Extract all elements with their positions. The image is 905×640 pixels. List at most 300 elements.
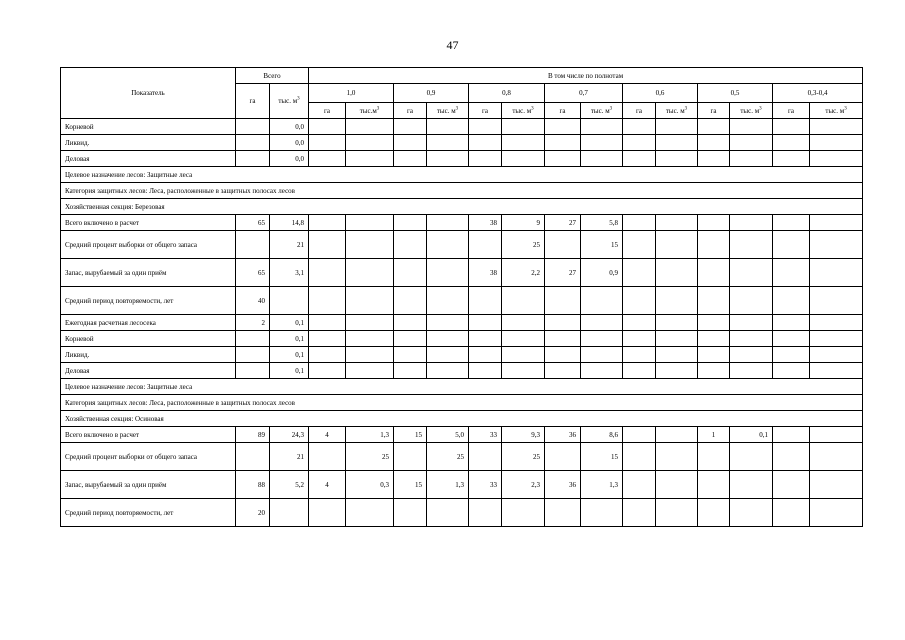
table-cell [773, 331, 810, 347]
table-cell [698, 443, 730, 471]
table-cell [581, 363, 623, 379]
table-cell [773, 443, 810, 471]
row-label: Средний период повторяемости, лет [61, 287, 236, 315]
header-density-ha: га [698, 103, 730, 119]
table-cell: 15 [394, 427, 427, 443]
header-density: 0,7 [545, 84, 623, 103]
table-cell [427, 315, 469, 331]
table-cell [656, 151, 698, 167]
table-cell: 38 [469, 215, 502, 231]
table-cell [810, 151, 863, 167]
table-cell [545, 119, 581, 135]
table-cell [545, 231, 581, 259]
table-cell [502, 363, 545, 379]
section-title: Целевое назначение лесов: Защитные леса [61, 379, 863, 395]
table-cell: 21 [270, 231, 309, 259]
unit-text: тыс. м [590, 106, 610, 115]
row-label: Средний период повторяемости, лет [61, 499, 236, 527]
table-cell [810, 427, 863, 443]
table-cell: 1 [698, 427, 730, 443]
table-cell [394, 231, 427, 259]
unit-superscript: 3 [844, 106, 847, 112]
table-cell [545, 287, 581, 315]
table-cell [810, 471, 863, 499]
table-cell [730, 363, 773, 379]
table-cell [309, 443, 346, 471]
table-cell [427, 215, 469, 231]
row-label: Всего включено в расчет [61, 215, 236, 231]
table-cell [309, 331, 346, 347]
table-cell [394, 347, 427, 363]
table-cell [346, 363, 394, 379]
table-cell: 4 [309, 471, 346, 499]
table-cell [346, 231, 394, 259]
table-cell [469, 151, 502, 167]
table-cell [394, 151, 427, 167]
table-cell [773, 259, 810, 287]
table-cell [773, 119, 810, 135]
table-cell [346, 347, 394, 363]
table-cell [730, 231, 773, 259]
header-density-ha: га [394, 103, 427, 119]
section-row [61, 183, 863, 199]
row-label: Корневой [61, 119, 236, 135]
header-density-volume [810, 103, 863, 119]
table-cell [623, 287, 656, 315]
table-cell: 0,1 [270, 363, 309, 379]
table-cell [394, 443, 427, 471]
table-cell [656, 499, 698, 527]
table-cell: 65 [236, 215, 270, 231]
table-cell [502, 347, 545, 363]
table-cell [581, 119, 623, 135]
header-density-ha: га [545, 103, 581, 119]
section-row [61, 167, 863, 183]
table-cell [502, 119, 545, 135]
header-row-1 [61, 68, 863, 84]
table-cell [545, 135, 581, 151]
table-cell [698, 499, 730, 527]
table-cell: 1,3 [581, 471, 623, 499]
table-cell [309, 363, 346, 379]
table-cell: 5,8 [581, 215, 623, 231]
header-total: Всего [236, 68, 309, 84]
table-cell [810, 259, 863, 287]
table-row [61, 135, 863, 151]
table-cell: 15 [581, 443, 623, 471]
table-cell: 1,3 [427, 471, 469, 499]
table-cell [810, 315, 863, 331]
table-cell [309, 119, 346, 135]
row-label: Деловая [61, 151, 236, 167]
table-cell [656, 287, 698, 315]
table-cell [656, 231, 698, 259]
table-cell [730, 331, 773, 347]
table-cell [698, 231, 730, 259]
section-title: Категория защитных лесов: Леса, расположенные в защитных полосах лесов [61, 183, 863, 199]
header-total-volume [270, 84, 309, 119]
table-cell [469, 443, 502, 471]
table-row [61, 471, 863, 499]
table-cell [810, 363, 863, 379]
cutting-calculation-table [60, 67, 863, 527]
table-cell: 9 [502, 215, 545, 231]
table-cell [236, 363, 270, 379]
unit-superscript: 3 [684, 106, 688, 112]
table-cell: 0,0 [270, 135, 309, 151]
table-cell [773, 427, 810, 443]
table-cell [309, 215, 346, 231]
table-cell [698, 471, 730, 499]
table-cell [698, 347, 730, 363]
table-cell [427, 151, 469, 167]
unit-superscript: 3 [531, 106, 534, 112]
table-cell [502, 151, 545, 167]
table-cell [236, 331, 270, 347]
table-cell: 14,8 [270, 215, 309, 231]
table-cell [623, 363, 656, 379]
header-density-ha: га [623, 103, 656, 119]
table-cell [730, 259, 773, 287]
table-cell [270, 287, 309, 315]
table-cell [623, 331, 656, 347]
table-cell [730, 471, 773, 499]
table-cell [236, 443, 270, 471]
table-cell [236, 231, 270, 259]
table-cell [656, 443, 698, 471]
table-cell [730, 287, 773, 315]
table-cell [346, 119, 394, 135]
table-cell [427, 499, 469, 527]
table-cell [773, 135, 810, 151]
section-row [61, 199, 863, 215]
table-cell [427, 347, 469, 363]
table-cell: 65 [236, 259, 270, 287]
table-cell [773, 287, 810, 315]
unit-superscript: 3 [455, 106, 459, 112]
table-cell [469, 119, 502, 135]
table-body [61, 68, 863, 527]
table-cell [309, 315, 346, 331]
table-cell [656, 363, 698, 379]
table-cell: 0,1 [270, 331, 309, 347]
table-cell [730, 347, 773, 363]
table-cell [698, 331, 730, 347]
section-row [61, 395, 863, 411]
table-cell [623, 499, 656, 527]
table-cell: 8,6 [581, 427, 623, 443]
table-cell [309, 151, 346, 167]
table-cell: 40 [236, 287, 270, 315]
unit-text: тыс. м [436, 106, 456, 115]
header-total-ha: га [236, 84, 270, 119]
table-cell [346, 315, 394, 331]
header-density: 0,3-0,4 [773, 84, 863, 103]
table-row [61, 259, 863, 287]
table-row [61, 231, 863, 259]
section-row [61, 379, 863, 395]
table-cell [656, 259, 698, 287]
table-cell [623, 427, 656, 443]
table-row [61, 363, 863, 379]
table-cell: 33 [469, 471, 502, 499]
table-row [61, 347, 863, 363]
table-cell: 0,0 [270, 151, 309, 167]
row-label: Корневой [61, 331, 236, 347]
table-cell [810, 135, 863, 151]
header-density-ha: га [309, 103, 346, 119]
table-cell [502, 135, 545, 151]
table-cell [773, 347, 810, 363]
header-density: 0,6 [623, 84, 698, 103]
row-label: Запас, вырубаемый за один приём [61, 471, 236, 499]
table-cell [581, 315, 623, 331]
table-cell [623, 471, 656, 499]
row-label: Средний процент выборки от общего запаса [61, 443, 236, 471]
table-cell [581, 151, 623, 167]
table-cell [346, 215, 394, 231]
table-cell: 5,2 [270, 471, 309, 499]
table-cell [656, 215, 698, 231]
table-cell [427, 363, 469, 379]
table-cell: 36 [545, 427, 581, 443]
table-cell [469, 287, 502, 315]
table-cell: 2,2 [502, 259, 545, 287]
unit-text: тыс. м [278, 97, 298, 105]
table-cell [545, 443, 581, 471]
row-label: Всего включено в расчет [61, 427, 236, 443]
table-cell: 1,3 [346, 427, 394, 443]
table-cell [309, 347, 346, 363]
table-cell: 0,1 [730, 427, 773, 443]
table-cell: 24,3 [270, 427, 309, 443]
section-row [61, 411, 863, 427]
unit-text: тыс. м [512, 106, 532, 115]
table-cell [581, 347, 623, 363]
table-row [61, 119, 863, 135]
table-cell [623, 151, 656, 167]
table-cell: 0,0 [270, 119, 309, 135]
table-cell: 9,3 [502, 427, 545, 443]
table-cell [656, 427, 698, 443]
table-cell: 0,3 [346, 471, 394, 499]
table-cell [469, 231, 502, 259]
table-cell: 27 [545, 215, 581, 231]
section-title: Хозяйственная секция: Березовая [61, 199, 863, 215]
table-cell [698, 151, 730, 167]
table-cell [730, 151, 773, 167]
table-row [61, 443, 863, 471]
table-cell [773, 315, 810, 331]
table-cell [773, 499, 810, 527]
table-cell [773, 231, 810, 259]
table-cell: 0,1 [270, 315, 309, 331]
table-cell [502, 331, 545, 347]
table-cell [810, 119, 863, 135]
table-row [61, 315, 863, 331]
table-cell [427, 259, 469, 287]
unit-text: тыс. м [665, 106, 685, 115]
row-label: Ликвид. [61, 135, 236, 151]
table-cell [656, 471, 698, 499]
table-cell [394, 287, 427, 315]
table-cell: 5,0 [427, 427, 469, 443]
table-cell [698, 259, 730, 287]
unit-text: тыс. м [740, 106, 760, 115]
header-density: 0,8 [469, 84, 545, 103]
header-indicator: Показатель [61, 68, 236, 119]
table-cell [810, 231, 863, 259]
table-cell [623, 347, 656, 363]
table-cell [656, 331, 698, 347]
table-cell [623, 119, 656, 135]
table-cell [346, 499, 394, 527]
table-cell [394, 363, 427, 379]
table-cell: 25 [502, 231, 545, 259]
table-row [61, 287, 863, 315]
section-title: Категория защитных лесов: Леса, расположенные в защитных полосах лесов [61, 395, 863, 411]
table-cell [773, 151, 810, 167]
table-cell [773, 471, 810, 499]
table-cell: 38 [469, 259, 502, 287]
table-cell [810, 443, 863, 471]
table-row [61, 215, 863, 231]
row-label: Деловая [61, 363, 236, 379]
table-cell [730, 315, 773, 331]
header-density-volume [656, 103, 698, 119]
table-cell: 0,9 [581, 259, 623, 287]
table-cell [810, 215, 863, 231]
header-density-ha: га [773, 103, 810, 119]
table-row [61, 427, 863, 443]
table-cell [545, 363, 581, 379]
header-density-volume [346, 103, 394, 119]
table-cell: 25 [502, 443, 545, 471]
table-cell [656, 315, 698, 331]
table-cell [394, 331, 427, 347]
table-cell: 2 [236, 315, 270, 331]
table-cell [698, 287, 730, 315]
table-cell [502, 315, 545, 331]
unit-superscript: 3 [759, 106, 762, 112]
table-cell [469, 363, 502, 379]
table-cell [270, 499, 309, 527]
row-label: Запас, вырубаемый за один приём [61, 259, 236, 287]
table-cell [730, 135, 773, 151]
table-cell [698, 135, 730, 151]
table-cell [698, 315, 730, 331]
table-cell: 15 [394, 471, 427, 499]
table-cell [309, 231, 346, 259]
table-cell [394, 259, 427, 287]
table-cell: 88 [236, 471, 270, 499]
table-cell [545, 151, 581, 167]
table-cell: 4 [309, 427, 346, 443]
table-cell [545, 499, 581, 527]
table-cell: 15 [581, 231, 623, 259]
table-cell: 36 [545, 471, 581, 499]
table-row [61, 331, 863, 347]
table-cell [394, 119, 427, 135]
table-cell [236, 135, 270, 151]
table-cell [469, 499, 502, 527]
unit-text: тыс.м [359, 106, 377, 115]
table-cell [623, 443, 656, 471]
unit-superscript: 3 [376, 106, 380, 112]
table-cell: 2,3 [502, 471, 545, 499]
table-cell [427, 119, 469, 135]
table-cell [698, 119, 730, 135]
table-cell [469, 315, 502, 331]
table-cell [309, 135, 346, 151]
header-density: 0,5 [698, 84, 773, 103]
table-cell: 0,1 [270, 347, 309, 363]
table-cell [773, 363, 810, 379]
table-cell [346, 259, 394, 287]
section-title: Целевое назначение лесов: Защитные леса [61, 167, 863, 183]
table-cell [730, 443, 773, 471]
table-cell [427, 135, 469, 151]
table-cell [730, 499, 773, 527]
table-cell: 25 [427, 443, 469, 471]
table-cell [581, 135, 623, 151]
table-cell [656, 347, 698, 363]
table-cell [236, 151, 270, 167]
table-cell: 3,1 [270, 259, 309, 287]
table-cell [810, 331, 863, 347]
table-cell [810, 499, 863, 527]
table-cell [502, 499, 545, 527]
table-cell [346, 287, 394, 315]
table-cell [394, 135, 427, 151]
table-cell [346, 151, 394, 167]
table-cell: 21 [270, 443, 309, 471]
table-cell [309, 499, 346, 527]
table-cell [236, 347, 270, 363]
table-cell [656, 119, 698, 135]
table-cell [469, 347, 502, 363]
header-density-volume [730, 103, 773, 119]
table-cell [623, 315, 656, 331]
header-density-volume [581, 103, 623, 119]
header-density: 1,0 [309, 84, 394, 103]
table-cell [346, 135, 394, 151]
table-cell [623, 215, 656, 231]
table-cell: 25 [346, 443, 394, 471]
table-cell: 27 [545, 259, 581, 287]
table-cell [623, 231, 656, 259]
section-title: Хозяйственная секция: Осиновая [61, 411, 863, 427]
table-cell [773, 215, 810, 231]
table-cell [427, 331, 469, 347]
table-cell [346, 331, 394, 347]
table-cell [309, 287, 346, 315]
table-cell [394, 215, 427, 231]
row-label: Средний процент выборки от общего запаса [61, 231, 236, 259]
table-cell [394, 499, 427, 527]
unit-superscript: 3 [297, 96, 300, 102]
table-cell [581, 499, 623, 527]
table-cell [810, 347, 863, 363]
table-cell: 89 [236, 427, 270, 443]
table-cell [698, 363, 730, 379]
page-number: 47 [446, 38, 459, 52]
table-cell [236, 119, 270, 135]
table-cell [427, 287, 469, 315]
header-density-ha: га [469, 103, 502, 119]
table-cell: 20 [236, 499, 270, 527]
row-label: Ликвид. [61, 347, 236, 363]
